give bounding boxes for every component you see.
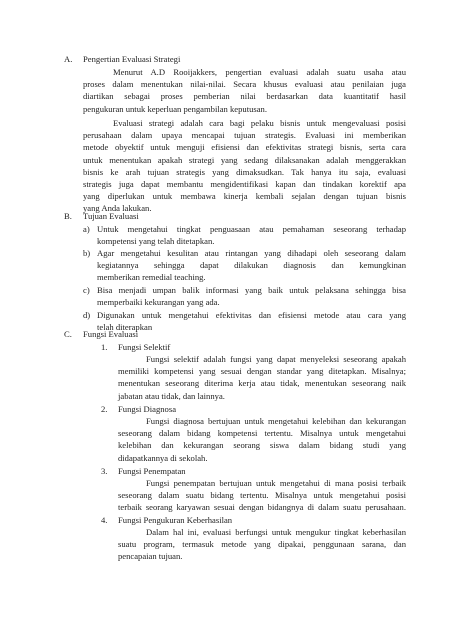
- paragraph-line: terbaik seorang karyawan sesuai dengan bidangnya di dalam suatu perusahaan.: [118, 502, 406, 513]
- section-c-marker: C.: [64, 329, 72, 339]
- paragraph-line: Menurut A.D Rooijakkers, pengertian evaluasi adalah suatu usaha atau: [113, 67, 406, 77]
- list-item-line: Bisa menjadi umpan balik informasi yang baik untuk pelaksana sehingga bisa: [97, 285, 406, 295]
- paragraph-line: didapatkannya di sekolah.: [118, 452, 208, 463]
- paragraph-line: memiliki kompetensi yang sesuai dengan standar yang ditetapkan. Misalnya;: [118, 366, 406, 377]
- list-marker: c): [83, 285, 90, 295]
- paragraph-line: kelebihan dan kekurangan seorang siswa dalam bidang studi yang: [118, 440, 406, 451]
- paragraph-line: jabatan atau tidak, dan lainnya.: [118, 390, 225, 401]
- paragraph-line: perusahaan dalam upaya mencapai tujuan strategis. Evaluasi ini memberikan: [83, 130, 406, 141]
- list-item: [97, 223, 406, 247]
- paragraph-line: seseorang dalam bidang kompetensi tertentu. Misalnya untuk mengetahui: [118, 428, 406, 439]
- section-b-marker: B.: [64, 211, 72, 221]
- paragraph-line: pencapaian tujuan.: [118, 551, 183, 562]
- subsection-paragraph: [118, 526, 406, 563]
- list-item: [97, 284, 406, 308]
- paragraph-line: bisnis ke arah tujuan strategis yang dimaksudkan. Tak hanya itu saja, evaluasi: [83, 166, 406, 177]
- subsection-paragraph: [118, 353, 406, 402]
- section-a-marker: A.: [64, 54, 73, 64]
- paragraph-line: yang Anda lakukan.: [83, 203, 152, 214]
- list-item-line: telah diterapkan: [97, 322, 153, 333]
- numbered-marker: 1.: [101, 342, 108, 352]
- list-item-line: memperbaiki kekurangan yang ada.: [97, 297, 220, 308]
- subsection-title: Fungsi Selektif: [118, 342, 171, 352]
- section-b-heading: Tujuan Evaluasi: [83, 211, 139, 221]
- list-marker: d): [83, 310, 91, 320]
- paragraph-line: yang diperlukan untuk membawa kinerja kembali sejalan dengan tujuan bisnis: [83, 191, 406, 202]
- paragraph-line: seseorang dalam suatu bidang tertentu. Misalnya untuk mengetahui posisi: [118, 490, 406, 501]
- subsection-paragraph: [118, 477, 406, 514]
- paragraph-line: Fungsi penempatan bertujuan untuk mengetahui di mana posisi terbaik: [146, 478, 406, 488]
- paragraph-line: Fungsi selektif adalah fungsi yang dapat menyeleksi seseorang apakah: [146, 354, 406, 364]
- list-item-line: Digunakan untuk mengetahui efektivitas dan efisiensi metode atau cara yang: [97, 310, 406, 320]
- paragraph-line: Dalam hal ini, evaluasi berfungsi untuk mengukur tingkat keberhasilan: [146, 527, 406, 537]
- paragraph-line: proses dalam menentukan nilai-nilai. Secara khusus evaluasi atau penilaian juga: [83, 79, 406, 90]
- list-item-line: kompetensi yang telah ditetapkan.: [97, 236, 215, 247]
- list-item-line: Untuk mengetahui tingkat penguasaan atau pemahaman seseorang terhadap: [97, 224, 406, 234]
- list-marker: a): [83, 224, 90, 234]
- section-a-paragraph-2: [83, 117, 406, 215]
- list-marker: b): [83, 248, 91, 258]
- section-a-heading: Pengertian Evaluasi Strategi: [83, 54, 181, 64]
- list-item: [97, 309, 406, 333]
- paragraph-line: menentukan seseorang diterima kerja atau tidak, menentukan seseorang naik: [118, 378, 406, 389]
- list-item-line: kegiatannya sehingga dapat dilakukan diagnosis dan kemungkinan: [97, 260, 406, 271]
- list-item-line: Agar mengetahui kesulitan atau rintangan yang dihadapi oleh seseorang dalam: [97, 248, 406, 258]
- paragraph-line: Fungsi diagnosa bertujuan untuk mengetahui kelebihan dan kekurangan: [146, 416, 406, 426]
- numbered-marker: 3.: [101, 466, 108, 476]
- paragraph-line: diartikan sebagai proses pemberian nilai berdasarkan data kuantitatif hasil: [83, 91, 406, 102]
- paragraph-line: Evaluasi strategi adalah cara bagi pelaku bisnis untuk mengevaluasi posisi: [113, 118, 406, 128]
- numbered-marker: 2.: [101, 404, 108, 414]
- subsection-title: Fungsi Pengukuran Keberhasilan: [118, 515, 233, 525]
- paragraph-line: untuk menentukan apakah strategi yang sedang dilaksanakan adalah menggerakkan: [83, 154, 406, 165]
- paragraph-line: metode obyektif untuk menguji efisiensi dan efektivitas strategi bisnis, serta cara: [83, 142, 406, 153]
- paragraph-line: pengukuran untuk keperluan pengambilan keputusan.: [83, 103, 267, 114]
- section-c-heading: Fungsi Evaluasi: [83, 329, 139, 339]
- paragraph-line: strategis juga dapat membantu mengidentifikasi kapan dan tindakan korektif apa: [83, 178, 406, 189]
- list-item: [97, 247, 406, 284]
- list-item-line: memberikan remedial teaching.: [97, 272, 206, 283]
- subsection-title: Fungsi Diagnosa: [118, 404, 177, 414]
- subsection-paragraph: [118, 415, 406, 464]
- paragraph-line: suatu program, termasuk metode yang dipakai, penggunaan sarana, dan: [118, 539, 406, 550]
- numbered-marker: 4.: [101, 515, 108, 525]
- section-a-paragraph-1: [83, 66, 406, 115]
- subsection-title: Fungsi Penempatan: [118, 466, 186, 476]
